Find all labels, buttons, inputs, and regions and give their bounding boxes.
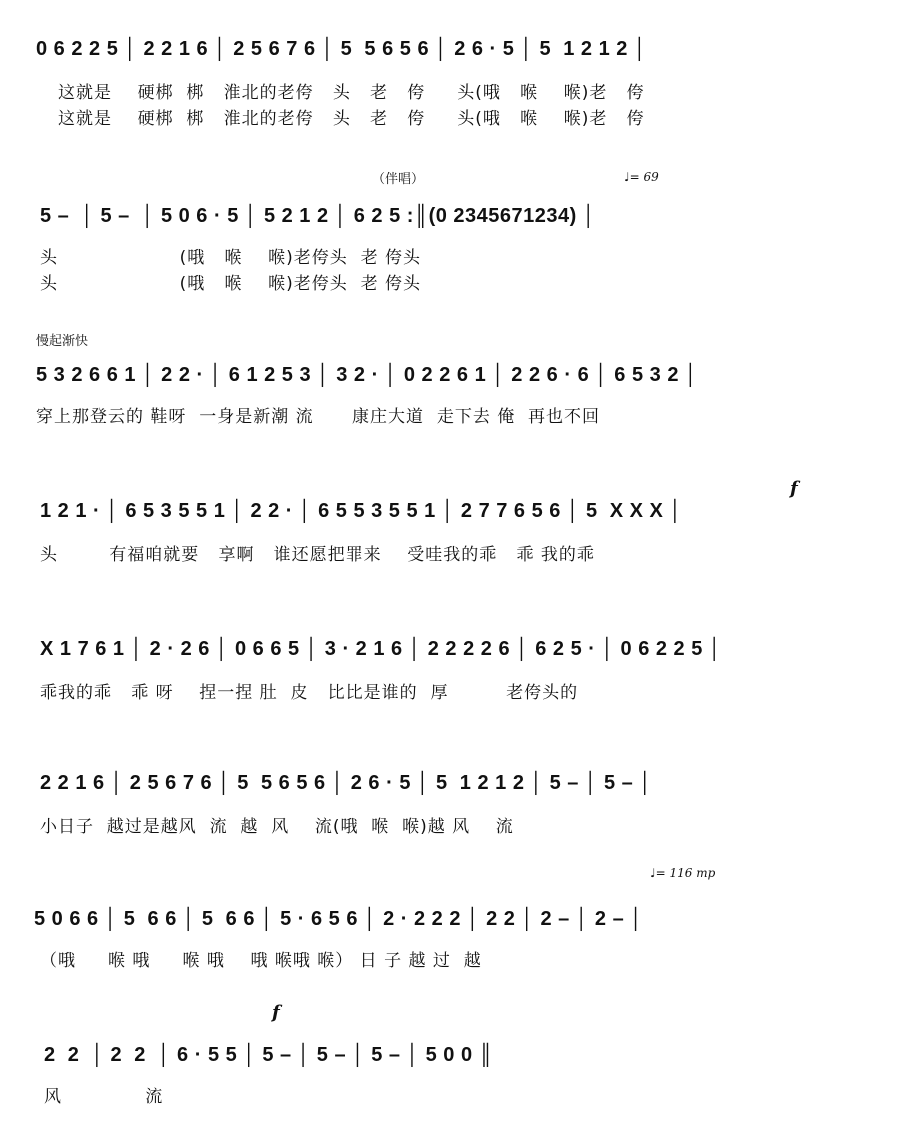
lyric-line-1: 风 流 [44,1087,164,1107]
notation-line: 1 2 1 · │ 6 5 3 5 5 1 │ 2 2 · │ 6 5 5 3 5 5 1 │ 2 7 7 6 5 6 │ 5 X X X │ [40,500,683,522]
lyric-line-1: 小日子 越过是越风 流 越 风 流(哦 喉 喉)越 风 流 [40,817,514,837]
dynamic-forte-final: f [272,1002,280,1023]
lyric-line-1: （哦 喉 哦 喉 哦 哦 喉哦 喉） 日 子 越 过 越 [40,951,482,971]
notation-line: 5 – │ 5 – │ 5 0 6 · 5 │ 5 2 1 2 │ 6 2 5 :║(0 2345671234) │ [40,205,596,227]
notation-line: X 1 7 6 1 │ 2 · 2 6 │ 0 6 6 5 │ 3 · 2 1 6 │ 2 2 2 2 6 │ 6 2 5 · │ 0 6 2 2 5 │ [40,638,722,660]
lyric-line-1: 穿上那登云的 鞋呀 一身是新潮 流 康庄大道 走下去 俺 再也不回 [36,407,601,427]
notation-line: 2 2 │ 2 2 │ 6 · 5 5 │ 5 – │ 5 – │ 5 – │ 5 0 0 ║ [44,1044,494,1066]
notation-line: 5 3 2 6 6 1 │ 2 2 · │ 6 1 2 5 3 │ 3 2 · │ 0 2 2 6 1 │ 2 2 6 · 6 │ 6 5 3 2 │ [36,364,699,386]
lyric-line-1: 头 有福咱就要 享啊 谁还愿把罪来 受哇我的乖 乖 我的乖 [40,545,595,565]
tempo-marking-116: ♩= 116 mp [650,866,716,880]
lyric-line-2: 这就是 硬梆 梆 淮北的老侉 头 老 侉 头(哦 喉 喉)老 侉 [58,109,645,129]
notation-line: 2 2 1 6 │ 2 5 6 7 6 │ 5 5 6 5 6 │ 2 6 · 5 │ 5 1 2 1 2 │ 5 – │ 5 – │ [40,772,653,794]
lyric-line-2: 头 (哦 喉 喉)老侉头 老 侉头 [40,274,421,294]
tempo-change-label: 慢起渐快 [36,334,89,349]
dynamic-forte: f [790,478,798,499]
lyric-line-1: 头 (哦 喉 喉)老侉头 老 侉头 [40,248,421,268]
accompaniment-label: （伴唱） [372,172,425,187]
lyric-line-1: 这就是 硬梆 梆 淮北的老侉 头 老 侉 头(哦 喉 喉)老 侉 [58,83,645,103]
notation-line: 0 6 2 2 5 │ 2 2 1 6 │ 2 5 6 7 6 │ 5 5 6 5 6 │ 2 6 · 5 │ 5 1 2 1 2 │ [36,38,647,60]
tempo-marking-69: ♩= 69 [624,170,659,184]
notation-line: 5 0 6 6 │ 5 6 6 │ 5 6 6 │ 5 · 6 5 6 │ 2 · 2 2 2 │ 2 2 │ 2 – │ 2 – │ [34,908,644,930]
lyric-line-1: 乖我的乖 乖 呀 捏一捏 肚 皮 比比是谁的 厚 老侉头的 [40,683,579,703]
